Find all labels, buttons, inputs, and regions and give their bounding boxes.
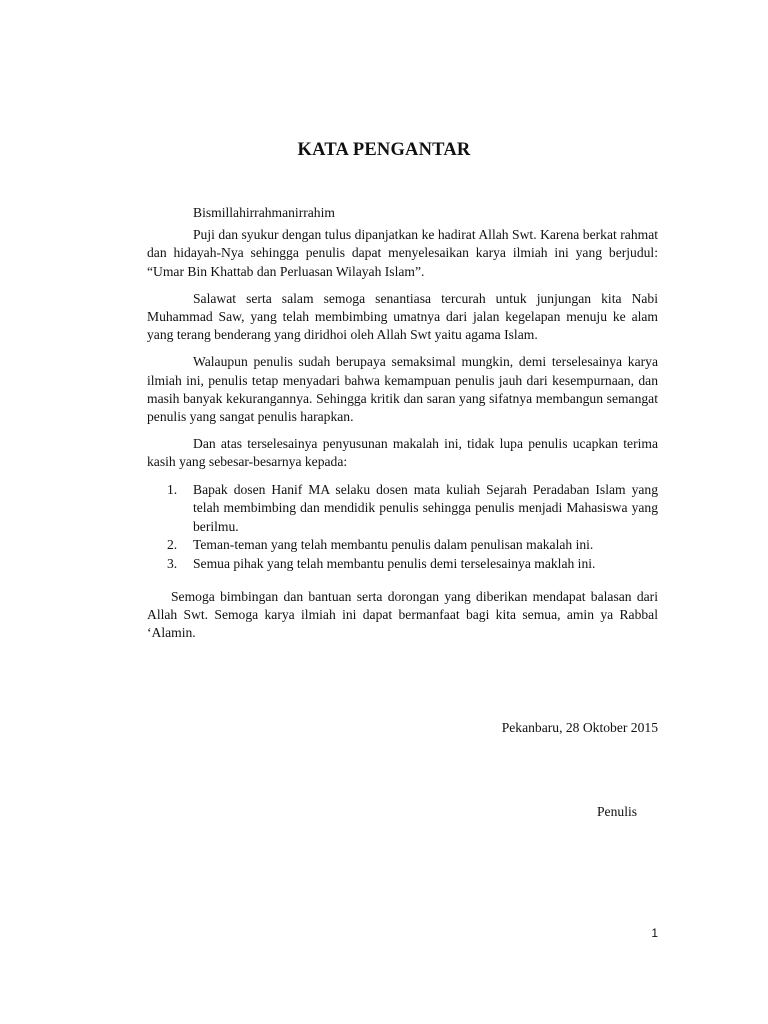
list-item-number: 1. xyxy=(167,481,178,497)
paragraph-acknowledgement: Walaupun penulis sudah berupaya semaksimal mungkin, demi terselesainya karya ilmiah ini, penulis tetap menyadari bahwa kemampuan penulis jauh dari kesempurnaan, dan masih banyak kekurangannya. Sehingga kritik dan saran yang sifatnya membangun semangat penulis yang sangat penulis harapkan. xyxy=(147,354,658,425)
list-item-text: Teman-teman yang telah membantu penulis dalam penulisan makalah ini. xyxy=(193,537,594,553)
paragraph-gratitude: Puji dan syukur dengan tulus dipanjatkan ke hadirat Allah Swt. Karena berkat rahmat dan hidayah-Nya sehingga penulis dapat menyelesaikan karya ilmiah ini yang berjudul: “Umar Bin Khattab dan Perluasan Wilayah Islam”. xyxy=(147,227,658,279)
thanks-list xyxy=(147,481,658,574)
document-body xyxy=(147,204,658,651)
list-item xyxy=(147,555,658,574)
list-item-text: Semua pihak yang telah membantu penulis demi terselesainya maklah ini. xyxy=(193,556,596,572)
page-number: 1 xyxy=(651,926,658,940)
closing-paragraph: Semoga bimbingan dan bantuan serta dorongan yang diberikan mendapat balasan dari Allah Swt. Semoga karya ilmiah ini dapat bermanfaat bagi kita semua, amin ya Rabbal ‘Alamin. xyxy=(147,588,658,641)
list-item xyxy=(147,481,658,537)
paragraph-thanks-intro: Dan atas terselesainya penyusunan makalah ini, tidak lupa penulis ucapkan terima kasih yang sebesar-besarnya kepada: xyxy=(147,436,658,470)
page-title: KATA PENGANTAR xyxy=(297,140,471,160)
list-item-text: Bapak dosen Hanif MA selaku dosen mata kuliah Sejarah Peradaban Islam yang telah membimbing dan mendidik penulis sehingga penulis menjadi Mahasiswa yang berilmu. xyxy=(193,481,658,534)
opening-line: Bismillahirrahmanirrahim xyxy=(193,205,335,220)
list-item-number: 3. xyxy=(167,556,178,572)
list-item xyxy=(147,536,658,555)
paragraph-salawat: Salawat serta salam semoga senantiasa tercurah untuk junjungan kita Nabi Muhammad Saw, yang telah membimbing umatnya dari jalan kegelapan menuju ke alam yang terang benderang yang diridhoi oleh Allah Swt yaitu agama Islam. xyxy=(147,290,658,343)
signer-name: Penulis xyxy=(597,804,638,819)
list-item-number: 2. xyxy=(167,537,178,553)
place-date: Pekanbaru, 28 Oktober 2015 xyxy=(501,720,658,735)
